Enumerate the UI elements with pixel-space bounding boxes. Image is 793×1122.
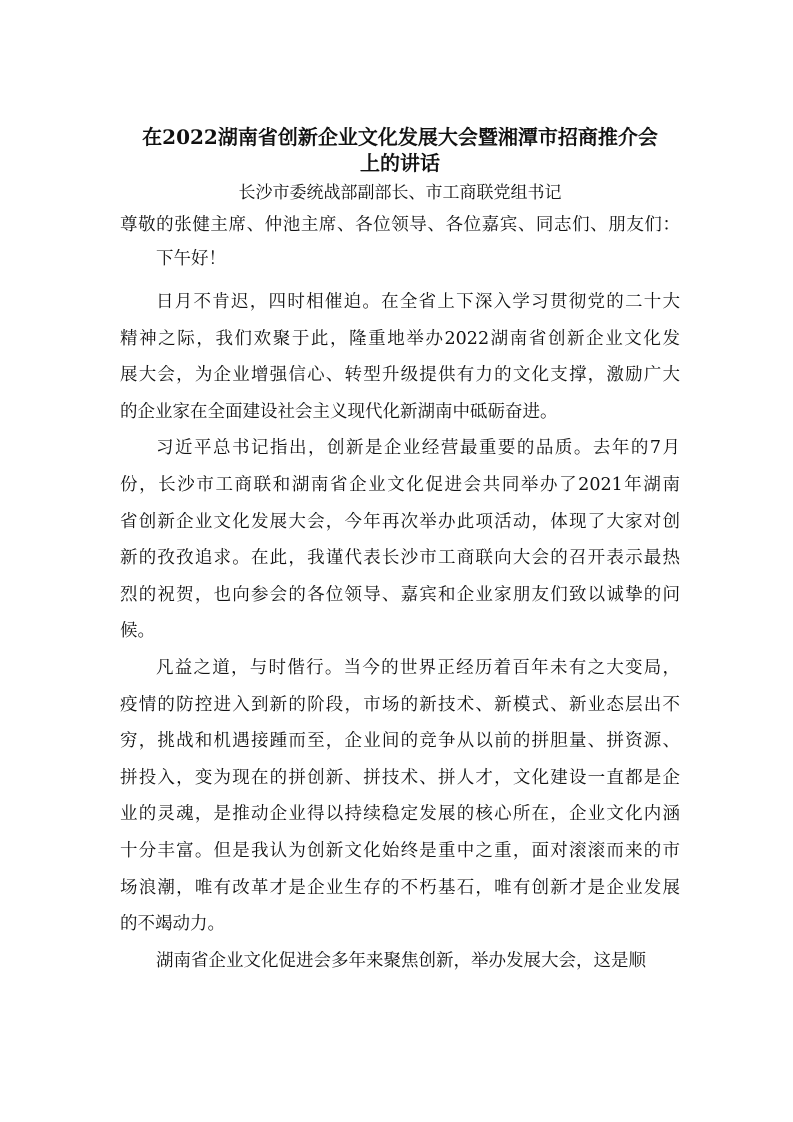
speaker-subtitle: 长沙市委统战部副部长、市工商联党组书记 xyxy=(238,183,562,203)
title-line: 上的讲话 xyxy=(360,151,440,175)
paragraph-line: 穷，挑战和机遇接踵而至，企业间的竞争从以前的拼胆量、拼资源、 xyxy=(120,731,680,752)
paragraph-line: 凡益之道，与时偕行。当今的世界正经历着百年未有之大变局， xyxy=(156,657,680,678)
salutation: 尊敬的张健主席、仲池主席、各位领导、各位嘉宾、同志们、朋友们： xyxy=(120,215,680,235)
greeting: 下午好！ xyxy=(156,249,226,269)
document-page xyxy=(120,124,680,979)
paragraph-line: 展大会，为企业增强信心、转型升级提供有力的文化支撑，激励广大 xyxy=(120,365,680,386)
paragraph-line: 省创新企业文化发展大会，今年再次举办此项活动，体现了大家对创 xyxy=(120,511,680,532)
title-line: 在2022湖南省创新企业文化发展大会暨湘潭市招商推介会 xyxy=(142,125,658,149)
paragraph-line: 份，长沙市工商联和湖南省企业文化促进会共同举办了2021年湖南 xyxy=(120,474,680,495)
paragraph xyxy=(120,284,680,430)
paragraph-line: 场浪潮，唯有改革才是企业生存的不朽基石，唯有创新才是企业发展 xyxy=(120,877,680,898)
paragraph xyxy=(120,430,680,650)
paragraph-line: 十分丰富。但是我认为创新文化始终是重中之重，面对滚滚而来的市 xyxy=(120,840,680,861)
paragraph-line: 新的孜孜追求。在此，我谨代表长沙市工商联向大会的召开表示最热 xyxy=(120,548,680,569)
document-body xyxy=(120,284,680,979)
paragraph-line: 湖南省企业文化促进会多年来聚焦创新，举办发展大会，这是顺 xyxy=(156,950,646,971)
paragraph-line: 烈的祝贺，也向参会的各位领导、嘉宾和企业家朋友们致以诚挚的问 xyxy=(120,584,680,605)
paragraph xyxy=(120,650,680,943)
paragraph xyxy=(120,943,680,980)
paragraph-line: 候。 xyxy=(120,621,155,642)
paragraph-line: 的不竭动力。 xyxy=(120,914,225,935)
paragraph-line: 日月不肯迟，四时相催迫。在全省上下深入学习贯彻党的二十大 xyxy=(156,292,680,312)
paragraph-line: 习近平总书记指出，创新是企业经营最重要的品质。去年的7月 xyxy=(156,438,680,459)
paragraph-line: 精神之际，我们欢聚于此，隆重地举办2022湖南省创新企业文化发 xyxy=(120,328,680,349)
paragraph-line: 业的灵魂，是推动企业得以持续稳定发展的核心所在，企业文化内涵 xyxy=(120,804,680,825)
paragraph-line: 疫情的防控进入到新的阶段，市场的新技术、新模式、新业态层出不 xyxy=(120,694,680,715)
paragraph-line: 的企业家在全面建设社会主义现代化新湖南中砥砺奋进。 xyxy=(120,401,558,422)
paragraph-line: 拼投入，变为现在的拼创新、拼技术、拼人才，文化建设一直都是企 xyxy=(120,767,680,788)
document-title xyxy=(120,124,680,176)
